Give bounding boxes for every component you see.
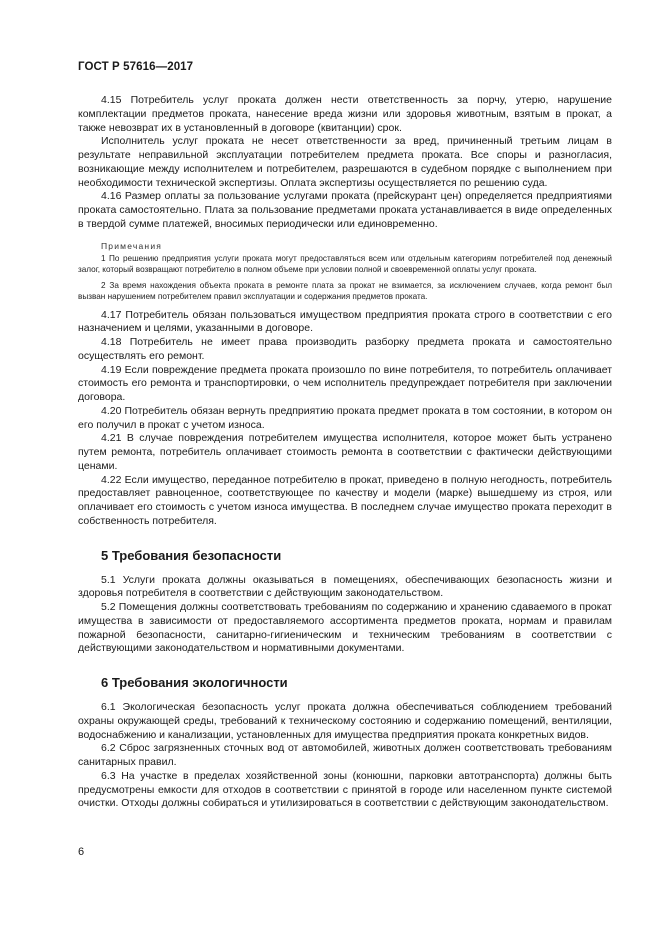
section-6-title: 6 Требования экологичности [101, 675, 288, 690]
paragraph-4-15-cont: Исполнитель услуг проката не несет ответственности за вред, причиненный третьим лицам в результате неправильной эксплуатации потребителем предмета проката. Все споры и разногласия, возникающие между исполнителем и потребителем, разрешаются в судебном порядке с выполнением при необходимости технической экспертизы. Оплата экспертизы осуществляется по решению суда. [78, 135, 612, 189]
page-content [78, 94, 612, 811]
note-2: 2 За время нахождения объекта проката в ремонте плата за прокат не взимается, за исключением случаев, когда ремонт был вызван нарушением потребителем правил эксплуатации и содержания предметов проката. [78, 280, 612, 301]
section-5-title: 5 Требования безопасности [101, 547, 282, 563]
notes-heading: Примечания [101, 240, 163, 251]
paragraph-5-1: 5.1 Услуги проката должны оказываться в помещениях, обеспечивающих безопасность жизни и здоровья потребителя в соответствии с действующим законодательством. [78, 573, 612, 600]
note-1: 1 По решению предприятия услуги проката могут предоставляться всем или отдельным категориям потребителей под денежный залог, который возвращают потребителю в полном объеме при условии полной и своевременной оплаты услуг проката. [78, 253, 612, 274]
page-number: 6 [78, 846, 85, 858]
paragraph-4-15: 4.15 Потребитель услуг проката должен нести ответственность за порчу, утерю, нарушение комплектации предметов проката, нанесение вреда жизни или здоровья животным, взятым в прокат, а также невозврат их в установленный в договоре (квитанции) срок. [78, 94, 612, 134]
paragraph-4-17: 4.17 Потребитель обязан пользоваться имуществом предприятия проката строго в соответствии с его назначением и целями, указанными в договоре. [78, 308, 612, 335]
paragraph-4-19: 4.19 Если повреждение предмета проката произошло по вине потребителя, то потребитель оплачивает стоимость его ремонта и транспортировки, о чем исполнитель предупреждает потребителя при заключении договора. [78, 363, 612, 403]
paragraph-6-1: 6.1 Экологическая безопасность услуг проката должна обеспечиваться соблюдением требований охраны окружающей среды, требований к техническому состоянию и содержанию помещений, вентиляции, водоснабжению и канализации, установленных для имущества предприятия проката конкретных видов. [78, 701, 612, 741]
paragraph-4-18: 4.18 Потребитель не имеет права производить разборку предмета проката и самостоятельно осуществлять его ремонт. [78, 336, 612, 362]
paragraph-4-20: 4.20 Потребитель обязан вернуть предприятию проката предмет проката в том состоянии, в котором он его получил в прокат с учетом износа. [78, 404, 612, 431]
document-header: ГОСТ Р 57616—2017 [78, 61, 194, 73]
paragraph-4-16: 4.16 Размер оплаты за пользование услугами проката (прейскурант цен) определяется предприятиями проката самостоятельно. Плата за пользование предметами проката устанавливается в виде определенных в твердой сумме платежей, вносимых периодически или единовременно. [78, 190, 612, 230]
paragraph-4-22: 4.22 Если имущество, переданное потребителю в прокат, приведено в полную негодность, потребитель предоставляет равноценное, соответствующее по качеству и модели (марке) вышедшему из строя, или оплачивает его стоимость с учетом износа имущества. В последнем случае имущество проката переходит в собственность потребителя. [78, 473, 612, 527]
paragraph-6-2: 6.2 Сброс загрязненных сточных вод от автомобилей, животных должен соответствовать требованиям санитарных правил. [78, 742, 612, 768]
paragraph-6-3: 6.3 На участке в пределах хозяйственной зоны (конюшни, парковки автотранспорта) должны быть предусмотрены емкости для отходов в соответствии с принятой в городе или населенном пункте системой очистки. Отходы должны собираться и утилизироваться в соответствии с действующим законодательством. [78, 769, 612, 810]
paragraph-5-2: 5.2 Помещения должны соответствовать требованиям по содержанию и хранению сдаваемого в прокат имущества в зависимости от предоставляемого ассортимента предметов проката, нормам и правилам пожарной безопасности, санитарно-гигиеническим и техническим требованиям в соответствии с действующими законодательством и нормативными документами. [78, 601, 612, 655]
paragraph-4-21: 4.21 В случае повреждения потребителем имущества исполнителя, которое может быть устранено путем ремонта, потребитель оплачивает стоимость ремонта в соответствии с фактически действующими ценами. [78, 432, 612, 472]
